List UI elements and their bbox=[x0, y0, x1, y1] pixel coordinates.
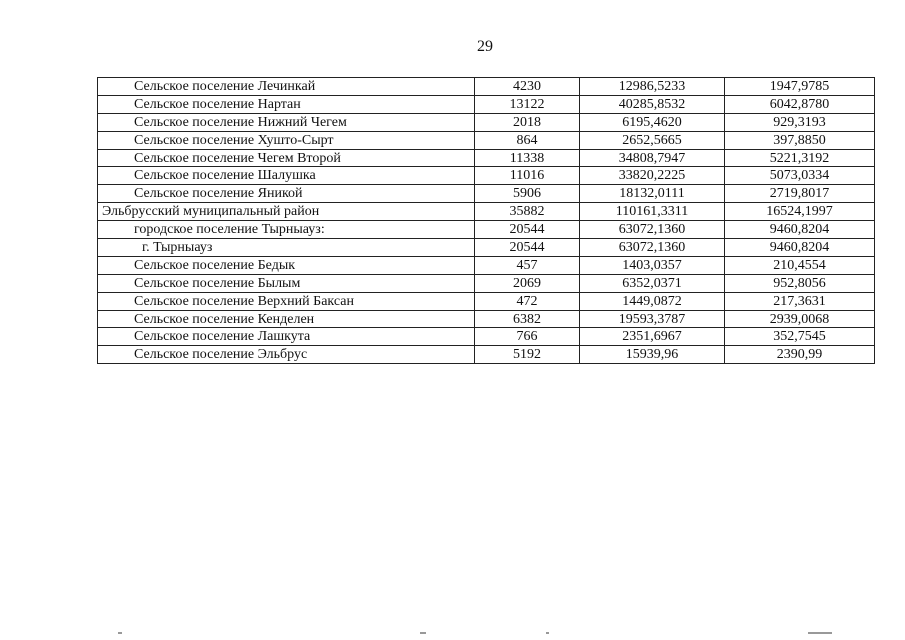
table-row bbox=[98, 328, 875, 346]
page-number: 29 bbox=[477, 38, 493, 55]
table-row bbox=[98, 149, 875, 167]
value1-cell: 1403,0357 bbox=[580, 256, 725, 274]
table-row bbox=[98, 78, 875, 96]
settlement-name-cell: Сельское поселение Верхний Баксан bbox=[98, 292, 475, 310]
settlement-name-cell: Сельское поселение Хушто-Сырт bbox=[98, 131, 475, 149]
settlement-name-cell: Сельское поселение Лечинкай bbox=[98, 78, 475, 96]
value1-cell: 12986,5233 bbox=[580, 78, 725, 96]
value1-cell: 6195,4620 bbox=[580, 113, 725, 131]
table-row bbox=[98, 239, 875, 257]
population-cell: 766 bbox=[475, 328, 580, 346]
value1-cell: 63072,1360 bbox=[580, 221, 725, 239]
value2-cell: 2939,0068 bbox=[725, 310, 875, 328]
value1-cell: 6352,0371 bbox=[580, 274, 725, 292]
value2-cell: 352,7545 bbox=[725, 328, 875, 346]
value2-cell: 2390,99 bbox=[725, 346, 875, 364]
table-row bbox=[98, 185, 875, 203]
value1-cell: 1449,0872 bbox=[580, 292, 725, 310]
population-cell: 5192 bbox=[475, 346, 580, 364]
value1-cell: 63072,1360 bbox=[580, 239, 725, 257]
value1-cell: 2652,5665 bbox=[580, 131, 725, 149]
value2-cell: 5073,0334 bbox=[725, 167, 875, 185]
settlement-name-cell: Сельское поселение Нартан bbox=[98, 95, 475, 113]
table-row bbox=[98, 95, 875, 113]
settlement-name-cell: Эльбрусский муниципальный район bbox=[98, 203, 475, 221]
population-cell: 864 bbox=[475, 131, 580, 149]
population-cell: 457 bbox=[475, 256, 580, 274]
value2-cell: 9460,8204 bbox=[725, 221, 875, 239]
value1-cell: 34808,7947 bbox=[580, 149, 725, 167]
population-cell: 35882 bbox=[475, 203, 580, 221]
data-table bbox=[97, 77, 875, 364]
value2-cell: 952,8056 bbox=[725, 274, 875, 292]
footer-scan-marks bbox=[0, 630, 905, 640]
settlement-name-cell: Сельское поселение Бедык bbox=[98, 256, 475, 274]
settlement-name-cell: Сельское поселение Шалушка bbox=[98, 167, 475, 185]
table-row bbox=[98, 256, 875, 274]
settlement-name-cell: Сельское поселение Былым bbox=[98, 274, 475, 292]
value2-cell: 2719,8017 bbox=[725, 185, 875, 203]
population-cell: 20544 bbox=[475, 239, 580, 257]
value1-cell: 2351,6967 bbox=[580, 328, 725, 346]
value2-cell: 929,3193 bbox=[725, 113, 875, 131]
value2-cell: 5221,3192 bbox=[725, 149, 875, 167]
value1-cell: 40285,8532 bbox=[580, 95, 725, 113]
table-row bbox=[98, 113, 875, 131]
settlement-name-cell: г. Тырныауз bbox=[98, 239, 475, 257]
population-cell: 5906 bbox=[475, 185, 580, 203]
settlement-name-cell: Сельское поселение Лашкута bbox=[98, 328, 475, 346]
population-cell: 11016 bbox=[475, 167, 580, 185]
value1-cell: 33820,2225 bbox=[580, 167, 725, 185]
settlement-name-cell: Сельское поселение Кенделен bbox=[98, 310, 475, 328]
population-cell: 20544 bbox=[475, 221, 580, 239]
table-row bbox=[98, 203, 875, 221]
settlement-name-cell: Сельское поселение Эльбрус bbox=[98, 346, 475, 364]
population-cell: 6382 bbox=[475, 310, 580, 328]
value2-cell: 210,4554 bbox=[725, 256, 875, 274]
settlement-name-cell: Сельское поселение Чегем Второй bbox=[98, 149, 475, 167]
value2-cell: 1947,9785 bbox=[725, 78, 875, 96]
value2-cell: 16524,1997 bbox=[725, 203, 875, 221]
value1-cell: 19593,3787 bbox=[580, 310, 725, 328]
population-cell: 2069 bbox=[475, 274, 580, 292]
population-cell: 11338 bbox=[475, 149, 580, 167]
table-row bbox=[98, 346, 875, 364]
settlement-name-cell: Сельское поселение Нижний Чегем bbox=[98, 113, 475, 131]
settlement-name-cell: Сельское поселение Яникой bbox=[98, 185, 475, 203]
population-cell: 472 bbox=[475, 292, 580, 310]
value1-cell: 110161,3311 bbox=[580, 203, 725, 221]
table-row bbox=[98, 310, 875, 328]
table-row bbox=[98, 221, 875, 239]
population-cell: 2018 bbox=[475, 113, 580, 131]
table-row bbox=[98, 292, 875, 310]
value2-cell: 6042,8780 bbox=[725, 95, 875, 113]
table-row bbox=[98, 274, 875, 292]
value1-cell: 15939,96 bbox=[580, 346, 725, 364]
value2-cell: 397,8850 bbox=[725, 131, 875, 149]
population-cell: 13122 bbox=[475, 95, 580, 113]
table-body bbox=[98, 78, 875, 364]
population-cell: 4230 bbox=[475, 78, 580, 96]
table-row bbox=[98, 167, 875, 185]
settlement-name-cell: городское поселение Тырныауз: bbox=[98, 221, 475, 239]
table-row bbox=[98, 131, 875, 149]
value2-cell: 217,3631 bbox=[725, 292, 875, 310]
value1-cell: 18132,0111 bbox=[580, 185, 725, 203]
value2-cell: 9460,8204 bbox=[725, 239, 875, 257]
